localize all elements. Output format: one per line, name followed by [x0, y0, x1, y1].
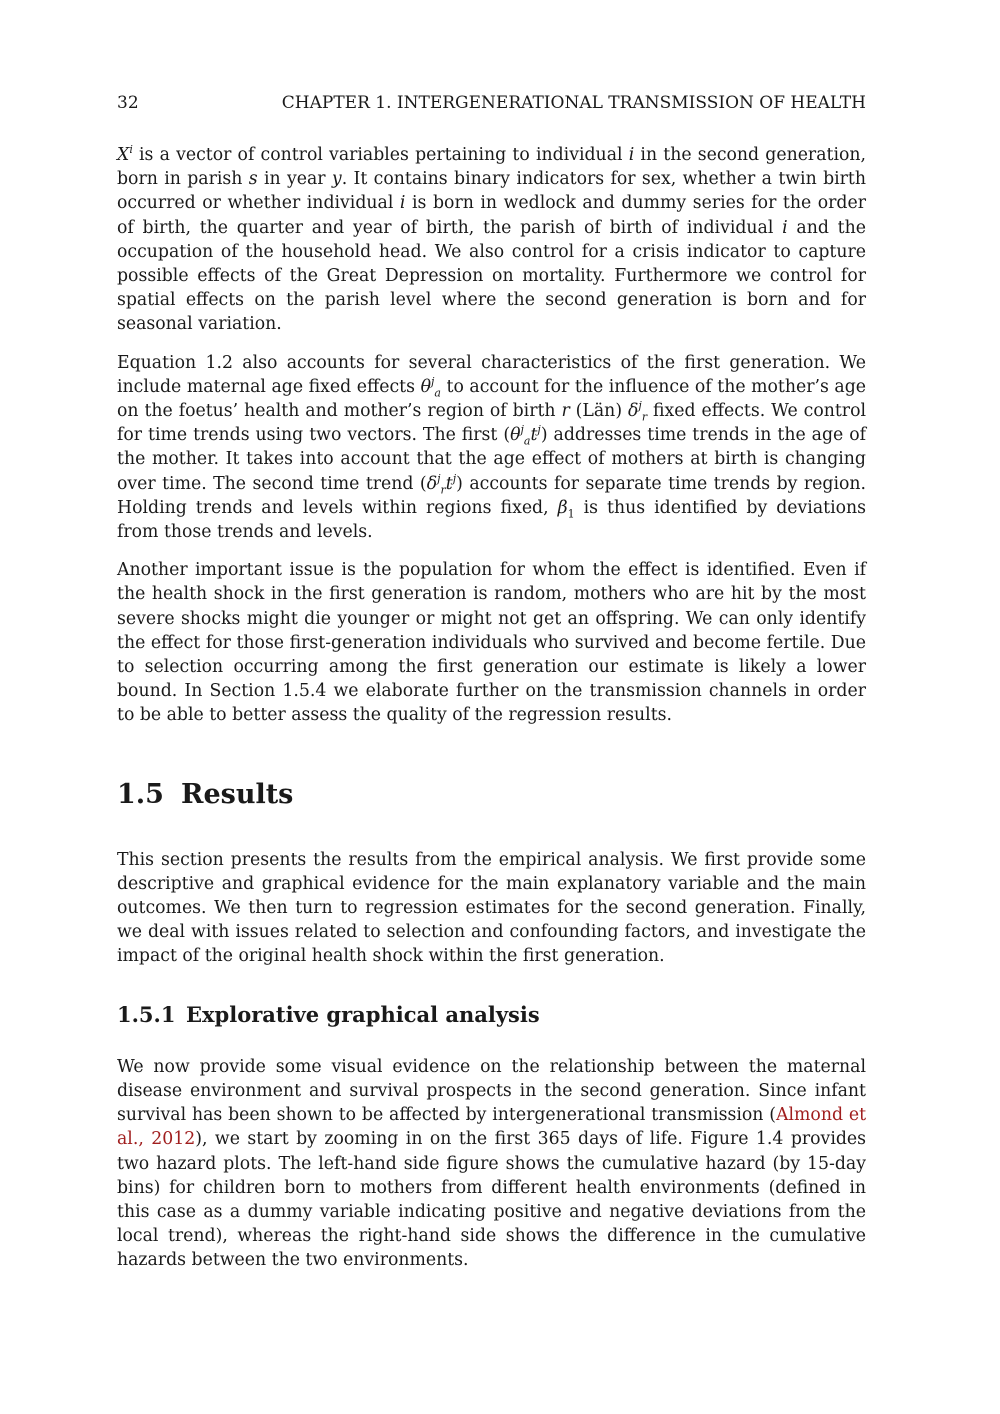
section-title: Results — [181, 778, 294, 810]
page-number: 32 — [117, 93, 139, 113]
section-number: 1.5 — [117, 778, 164, 810]
math-delta-r-j: $\delta^j_r$ — [627, 399, 648, 424]
running-header — [117, 90, 866, 116]
section-heading — [117, 778, 866, 812]
math-X: $X^i$ — [117, 143, 133, 165]
body-text — [117, 143, 866, 1287]
paragraph-graphical-analysis: We now provide some visual evidence on the relationship between the maternal disease environment and survival prospects in the second generation. Since infant survival has been shown to be affected by intergenerational transmission (Almond et al., 2012), we start by zooming in on the first 365 days of life. Figure 1.4 provides two hazard plots. The left-hand side figure shows the cumulative hazard (by 15-day bins) for children born to mothers from different health environments (defined in this case as a dummy variable indicating positive and negative deviations from the local trend), whereas the right-hand side shows the difference in the cumulative hazards between the two environments. — [117, 1056, 867, 1271]
paragraph-population: Another important issue is the population for whom the effect is identified. Even if the health shock in the first generation is random, mothers who are hit by the most severe shocks might die younger or might not get an offspring. We can only identify the effect for those first-generation individuals who survived and become fertile. Due to selection occurring among the first generation our estimate is likely a lower bound. In Section 1.5.4 we elaborate further on the transmission channels in order to be able to better assess the quality of the regression results. — [117, 560, 866, 726]
paragraph-control-variables: $X^i$ is a vector of control variables pertaining to individual i in the second generation, born in parish s in year y. It contains binary indicators for sex, whether a twin birth occurred or whether individual i is born in wedlock and dummy series for the order of birth, the quarter and year of birth, the parish of birth of individual i and the occupation of the household head. We also control for a crisis indicator to capture possible effects of the Great Depression on mortality. Furthermore we control for spatial effects on the parish level where the second generation is born and for seasonal variation. — [117, 143, 866, 335]
subsection-heading — [117, 1001, 866, 1029]
paragraph-first-generation: Equation 1.2 also accounts for several characteristics of the first generation. We include maternal age fixed effects $\theta^j_a$ to account for the influence of the mother’s age on the foetus’ health and mother’s region of birth r (Län) $\delta^j_r$ fixed effects. We control for time trends using two vectors. The first $(\theta^j_at^j)$ addresses time trends in the age of the mother. It takes into account that the age effect of mothers at birth is changing over time. The second time trend $(\delta^j_rt^j)$ accounts for separate time trends by region. Holding trends and levels within regions fixed, $\beta_1$ is thus identified by deviations from those trends and levels. — [117, 352, 867, 543]
citation-link[interactable]: Almond et al., 2012 — [117, 1105, 867, 1150]
math-beta-1: $\beta_1$ — [557, 497, 575, 521]
math-theta-a-j: $\theta^j_a$ — [420, 375, 441, 400]
chapter-title: CHAPTER 1. INTERGENERATIONAL TRANSMISSION OF HEALTH — [281, 93, 866, 113]
math-delta-r-j-t-j: $\delta^j_rt^j$ — [426, 471, 457, 497]
math-theta-a-j-t-j: $\theta^j_at^j$ — [510, 423, 541, 448]
subsection-title: Explorative graphical analysis — [186, 1001, 540, 1027]
paragraph-results-intro: This section presents the results from the empirical analysis. We first provide some descriptive and graphical evidence for the main explanatory variable and the main outcomes. We then turn to regression estimates for the second generation. Finally, we deal with issues related to selection and confounding factors, and investigate the impact of the original health shock within the first generation. — [117, 849, 866, 967]
subsection-number: 1.5.1 — [117, 1001, 176, 1027]
